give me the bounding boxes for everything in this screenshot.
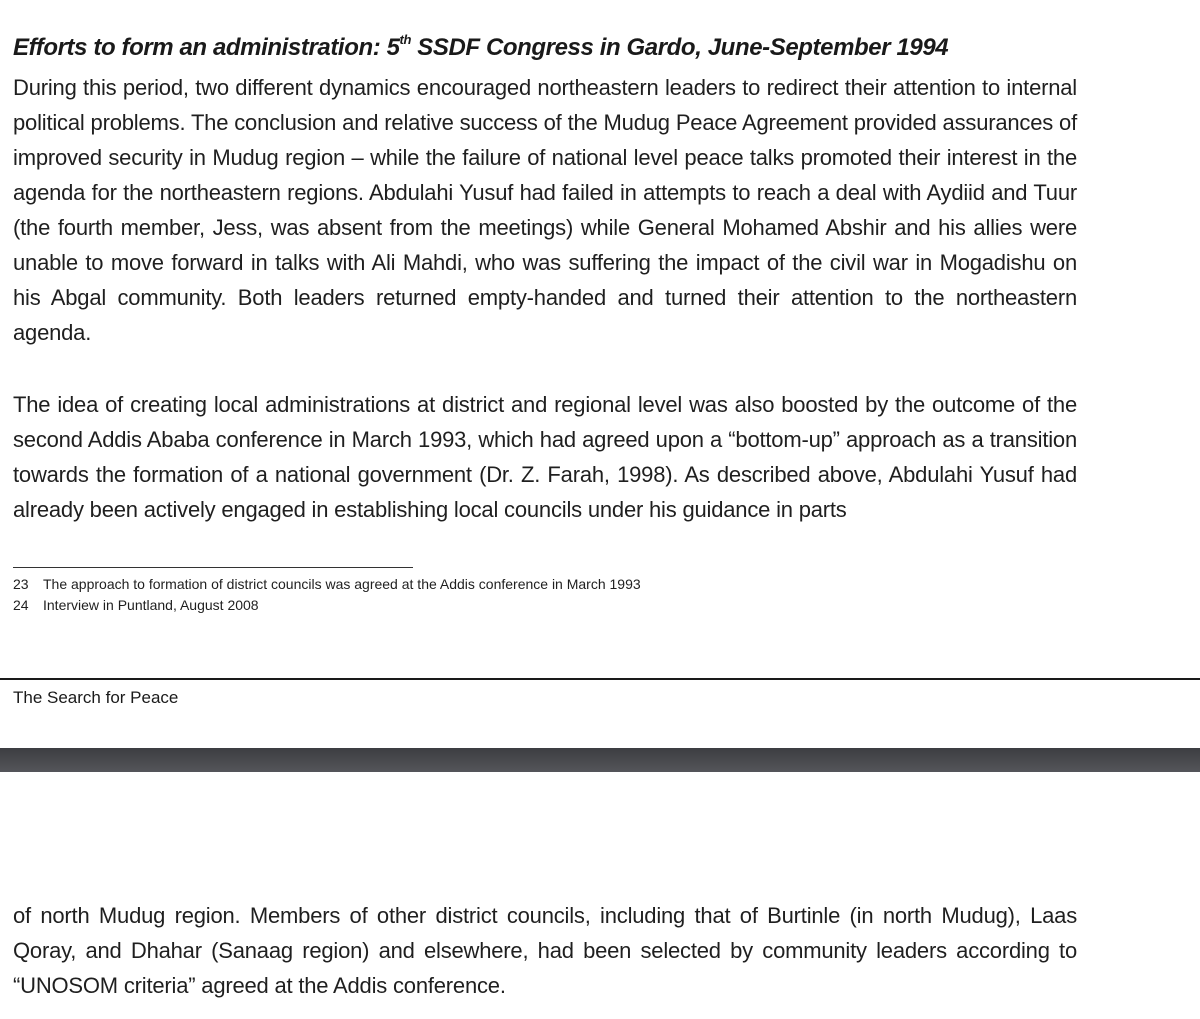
footnotes: [13, 574, 913, 616]
footnote-text: Interview in Puntland, August 2008: [43, 597, 259, 613]
footnote: [13, 574, 913, 595]
footnote-number: 23: [13, 576, 29, 592]
footnote-text: The approach to formation of district councils was agreed at the Addis conference in March 1993: [43, 576, 641, 592]
section-heading: [13, 31, 1113, 62]
section-heading-suffix: SSDF Congress in Gardo, June-September 1994: [411, 33, 949, 61]
page-break-gap: [0, 748, 1200, 772]
body-paragraph: of north Mudug region. Members of other district councils, including that of Burtinle (in north Mudug), Laas Qoray, and Dhahar (Sanaag region) and elsewhere, had been selected by community leaders according to “UNOSOM criteria” agreed at the Addis conference.: [13, 903, 1077, 998]
section-heading-superscript: th: [399, 31, 412, 47]
footnote-divider: [13, 567, 413, 568]
running-footer: The Search for Peace: [13, 688, 179, 707]
footer-divider: [0, 678, 1200, 680]
footnote-number: 24: [13, 597, 29, 613]
footnote: [13, 595, 913, 616]
section-heading-prefix: Efforts to form an administration: 5: [13, 33, 400, 61]
body-paragraph: During this period, two different dynamics encouraged northeastern leaders to redirect their attention to internal political problems. The conclusion and relative success of the Mudug Peace Agreement provided assurances of improved security in Mudug region – while the failure of national level peace talks promoted their interest in the agenda for the northeastern regions. Abdulahi Yusuf had failed in attempts to reach a deal with Aydiid and Tuur (the fourth member, Jess, was absent from the meetings) while General Mohamed Abshir and his allies were unable to move forward in talks with Ali Mahdi, who was suffering the impact of the civil war in Mogadishu on his Abgal community. Both leaders returned empty-handed and turned their attention to the northeastern agenda.: [13, 75, 1077, 345]
body-paragraph: The idea of creating local administrations at district and regional level was also boosted by the outcome of the second Addis Ababa conference in March 1993, which had agreed upon a “bottom-up” approach as a transition towards the formation of a national government (Dr. Z. Farah, 1998). As described above, Abdulahi Yusuf had already been actively engaged in establishing local councils under his guidance in parts: [13, 392, 1077, 522]
